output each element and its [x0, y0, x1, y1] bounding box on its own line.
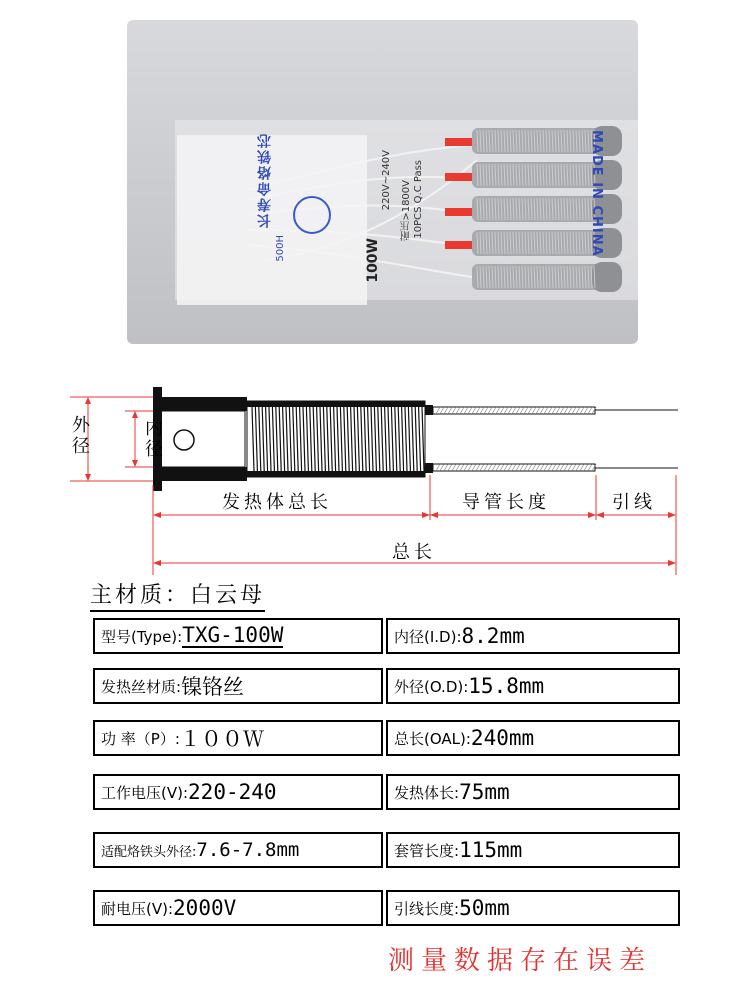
dimension-diagram — [0, 380, 750, 580]
total-length-label: 总长 — [392, 542, 436, 563]
spec-key: 耐电压(V): — [101, 899, 174, 918]
sleeve-length-label: 导管长度 — [462, 492, 550, 513]
spec-value: 115mm — [459, 838, 523, 862]
spec-value: 7.6-7.8mm — [196, 839, 300, 861]
spec-withstand-voltage — [93, 890, 383, 926]
spec-key: 总长(OAL): — [394, 729, 471, 748]
pack-made-text: MADE IN CHINA — [589, 130, 604, 257]
spec-key: 功 率（P）: — [101, 729, 180, 748]
pack-test-text: 耐压>1800V — [401, 180, 412, 241]
spec-value: 220-240 — [188, 780, 277, 804]
spec-overall-length — [386, 720, 680, 756]
spec-outer-diameter — [386, 668, 680, 704]
pack-voltage-text: 220V~240V — [381, 150, 392, 211]
spec-key: 发热丝材质: — [101, 677, 182, 696]
spec-key: 适配烙铁头外径: — [101, 844, 197, 860]
spec-type — [93, 618, 383, 654]
spec-heater-length — [386, 774, 680, 810]
spec-key: 引线长度: — [394, 899, 460, 918]
spec-value: 240mm — [470, 726, 535, 750]
pack-model-text: 500H — [275, 235, 286, 262]
product-photo — [127, 20, 638, 344]
main-material-heading: 主材质：白云母 — [90, 578, 265, 612]
pack-qty-text: 10PCS Q.C Pass — [413, 160, 424, 239]
measurement-error-note: 测量数据存在误差 — [388, 946, 653, 976]
spec-value: 2000V — [173, 896, 237, 920]
spec-key: 内径(I.D): — [394, 627, 462, 646]
spec-inner-diameter — [386, 618, 680, 654]
spec-value: 75mm — [459, 780, 510, 804]
lead-label: 引线 — [612, 492, 656, 513]
spec-sleeve-length — [386, 832, 680, 868]
spec-key: 工作电压(V): — [101, 783, 189, 802]
spec-key: 发热体长: — [394, 783, 460, 802]
spec-value: 50mm — [459, 896, 510, 920]
spec-key: 型号(Type): — [101, 627, 183, 646]
outer-diameter-label: 外径 — [69, 415, 90, 457]
spec-working-voltage — [93, 774, 383, 810]
spec-key: 外径(O.D): — [394, 677, 469, 696]
pack-power-text: 100W — [365, 238, 381, 283]
spec-value: １００Ｗ — [179, 727, 264, 751]
spec-lead-length — [386, 890, 680, 926]
inner-diameter-label: 内径 — [142, 418, 163, 460]
heater-length-label: 发热体总长 — [222, 492, 332, 513]
spec-power — [93, 720, 383, 756]
spec-value: 15.8mm — [468, 674, 545, 698]
spec-value: 镍铬丝 — [181, 675, 245, 699]
spec-key: 套管长度: — [394, 841, 460, 860]
pack-brand-text: 长寿命烙铁芯 — [257, 132, 273, 228]
spec-tip-diameter — [93, 832, 383, 868]
heater-cross-section — [0, 380, 750, 580]
spec-value: TXG-100W — [182, 623, 284, 647]
spec-wire-material — [93, 668, 383, 704]
spec-value: 8.2mm — [461, 624, 525, 648]
